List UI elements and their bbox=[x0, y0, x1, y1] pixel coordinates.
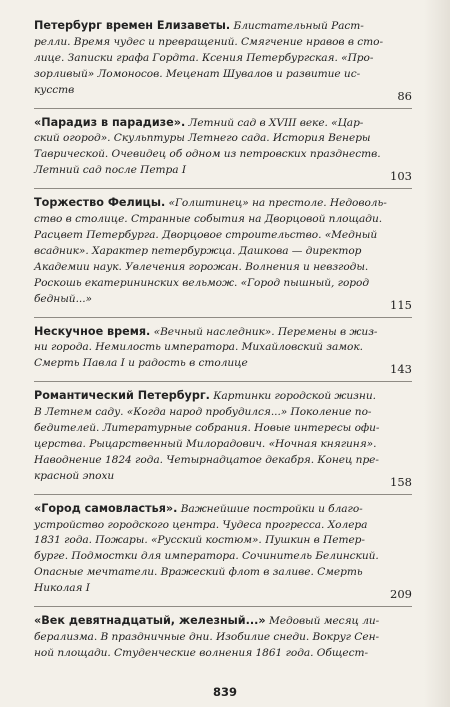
toc-entry bbox=[34, 18, 412, 109]
toc-entry-desc: Смерть Павла I и радость в столице bbox=[34, 357, 248, 370]
toc-entry-first-line bbox=[34, 18, 412, 35]
toc-entry-desc: Летний сад после Петра I bbox=[34, 164, 186, 177]
toc-entry-title: Нескучное время. bbox=[34, 324, 151, 338]
toc-entry-title: Петербург времен Елизаветы. bbox=[34, 19, 231, 32]
toc-page-number: 158 bbox=[390, 474, 412, 489]
toc-entry-desc: 1831 года. Пожары. «Русский костюм». Пушкин в Петер- bbox=[34, 534, 365, 547]
toc-entry-desc: берализма. В праздничные дни. Изобилие снеди. Вокруг Сен- bbox=[34, 631, 380, 643]
toc-entry-desc: Академии наук. Увлечения горожан. Волнения и невзгоды. bbox=[34, 260, 369, 273]
toc-entry-desc: всадник». Характер петербуржца. Дашкова — директор bbox=[34, 244, 362, 257]
toc-entry-desc: Важнейшие постройки и благо- bbox=[180, 502, 363, 515]
toc-entry-desc: Блистательный Раст- bbox=[233, 20, 364, 32]
toc-entry-desc: зорливый» Ломоносов. Меценат Шувалов и развитие ис- bbox=[34, 67, 361, 80]
toc-entry-desc: Николая I bbox=[34, 582, 90, 595]
toc-entry-desc: ни города. Немилость императора. Михайловский замок. bbox=[34, 341, 363, 354]
toc-entry bbox=[34, 324, 412, 383]
toc-entry bbox=[34, 613, 412, 671]
toc-entry-title: «Век девятнадцатый, железный...» bbox=[34, 614, 266, 628]
toc-page-number: 103 bbox=[390, 169, 412, 184]
toc-entry-desc: Таврической. Очевидец об одном из петровских празднеств. bbox=[34, 148, 381, 161]
page-edge-shadow bbox=[424, 0, 450, 707]
toc-entry-first-line bbox=[34, 195, 412, 212]
toc-entry-title: Романтический Петербург. bbox=[34, 389, 210, 403]
toc-entry-desc: Наводнение 1824 года. Четырнадцатое декабря. Конец пре- bbox=[34, 453, 379, 466]
page-number-footer: 839 bbox=[212, 685, 237, 699]
toc-page-number: 209 bbox=[390, 587, 412, 602]
toc-entry-desc: релли. Время чудес и превращений. Смягчение нравов в сто- bbox=[34, 35, 384, 48]
toc-entry-title: «Парадиз в парадизе». bbox=[34, 115, 186, 129]
toc-entry-desc: Расцвет Петербурга. Дворцовое строительство. «Медный bbox=[34, 228, 378, 241]
toc-entry-desc: ский огород». Скульптуры Летнего сада. История Венеры bbox=[34, 132, 371, 145]
toc-entry-desc: кусств bbox=[34, 83, 75, 96]
table-of-contents bbox=[34, 18, 412, 677]
toc-entry-first-line bbox=[34, 324, 412, 341]
toc-entry-first-line bbox=[34, 501, 412, 518]
toc-entry-desc: «Голштинец» на престоле. Недоволь- bbox=[168, 197, 387, 210]
toc-entry-desc: Картинки городской жизни. bbox=[213, 390, 376, 403]
toc-entry bbox=[34, 501, 412, 607]
toc-entry-desc: бедителей. Литературные собрания. Новые интересы офи- bbox=[34, 422, 380, 435]
toc-entry-desc: церства. Рыцарственный Милорадович. «Ночная княгиня». bbox=[34, 437, 377, 450]
toc-entry-desc: лице. Записки графа Гордта. Ксения Петербургская. «Про- bbox=[34, 51, 374, 64]
toc-page-number: 115 bbox=[390, 297, 412, 312]
toc-entry-desc: устройство городского центра. Чудеса прогресса. Холера bbox=[34, 518, 368, 531]
toc-entry-desc: В Летнем саду. «Когда народ пробудился...» Поколение по- bbox=[34, 406, 372, 419]
toc-entry-first-line bbox=[34, 613, 412, 630]
toc-entry-desc: Роскошь екатерининских вельмож. «Город пышный, город bbox=[34, 276, 370, 289]
toc-entry-first-line bbox=[34, 388, 412, 405]
toc-entry-desc: ство в столице. Странные события на Дворцовой площади. bbox=[34, 213, 383, 226]
toc-entry-desc: бурге. Подмостки для императора. Сочинитель Белинский. bbox=[34, 550, 379, 563]
toc-entry-desc: Медовый месяц ли- bbox=[268, 615, 380, 628]
toc-entry-desc: Опасные мечтатели. Вражеский флот в заливе. Смерть bbox=[34, 566, 363, 579]
toc-entry-desc: «Вечный наследник». Перемены в жиз- bbox=[153, 325, 378, 338]
toc-entry-first-line bbox=[34, 115, 412, 132]
toc-page-number: 143 bbox=[390, 362, 412, 377]
toc-entry-title: «Город самовластья». bbox=[34, 501, 178, 515]
toc-entry-desc: Летний сад в XVIII веке. «Цар- bbox=[188, 116, 364, 129]
toc-entry bbox=[34, 195, 412, 317]
toc-entry-desc: ной площади. Студенческие волнения 1861 года. Общест- bbox=[34, 646, 368, 659]
toc-entry-desc: красной эпохи bbox=[34, 469, 115, 482]
toc-entry-desc: бедный...» bbox=[34, 292, 92, 305]
toc-entry bbox=[34, 115, 412, 190]
toc-page-number: 86 bbox=[397, 88, 412, 103]
toc-entry-title: Торжество Фелицы. bbox=[34, 196, 166, 210]
toc-entry bbox=[34, 388, 412, 494]
